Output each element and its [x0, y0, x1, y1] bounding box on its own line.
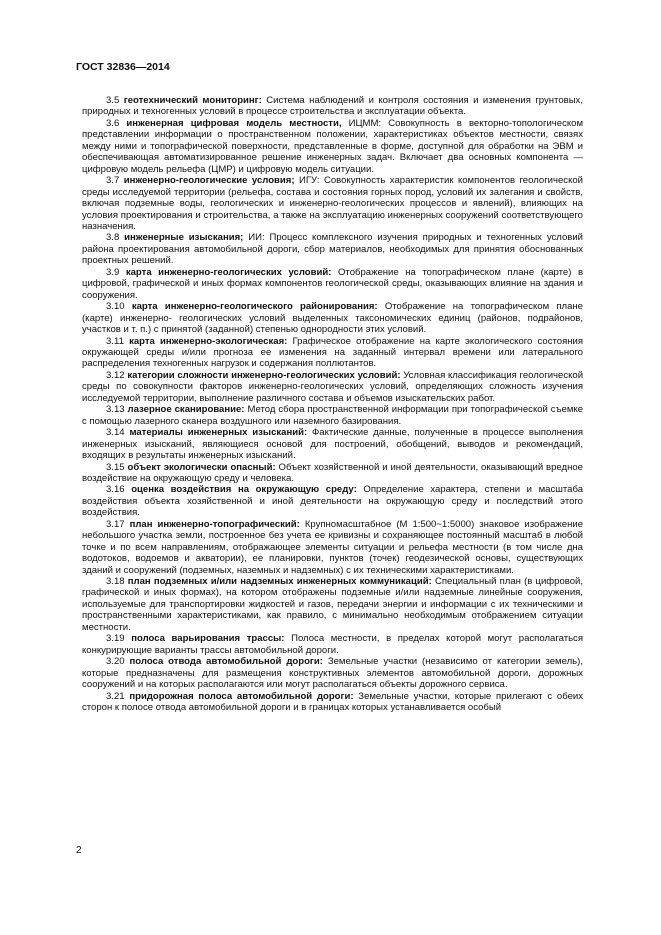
defined-term: инженерно-геологические условия; [123, 175, 295, 187]
defined-term: категории сложности инженерно-геологических условий: [127, 369, 401, 381]
definition-text: Объект хозяйственной и иной деятельности, оказывающий вредное воздействие на окружающую среду и человека. [82, 461, 583, 484]
clause-number: 3.20 [106, 656, 125, 668]
definition-text: Графическое отображение на карте экологического состояния окружающей среды и/или прогноза ее изменения на заданный интервал времени или латерального распределения техногенных нагрузок и содержания поллютантов. [82, 335, 584, 370]
defined-term: инженерные изыскания; [124, 232, 244, 244]
clause-number: 3.15 [106, 461, 125, 473]
clause-number: 3.13 [106, 404, 125, 416]
document-header: ГОСТ 32836—2014 [76, 61, 170, 73]
definition-paragraph [82, 427, 583, 461]
definition-paragraph [82, 519, 583, 576]
defined-term: полоса варьирования трассы: [131, 633, 285, 645]
clause-number: 3.16 [106, 484, 125, 496]
definition-paragraph [82, 118, 583, 175]
definition-paragraph [82, 175, 583, 232]
definition-paragraph [82, 576, 583, 633]
defined-term: материалы инженерных изысканий: [129, 427, 308, 439]
definition-text: Специальный план (в цифровой, графической и иных формах), на котором отображены подземные и/или надземные линейные сооружения, используемые для транспортировки жидкостей и газов, передачи энергии и информации с их техническими и пространственными характеристиками, как правило, с минимально необходимым отображением ситуации местности. [82, 576, 584, 633]
definition-paragraph [82, 232, 583, 266]
definition-text: ИЦММ: Совокупность в векторно-топологическом представлении информации о пространственном положении, характеристиках объектов местности, связях между ними и топографической поверхности, представленные в форме, доступной для обработки на ЭВМ и обеспечивающая автоматизированное решение инженерных задач. Включает два основных компонента — цифровую модель рельефа (ЦМР) и цифровую модель ситуации. [82, 117, 584, 175]
definition-paragraph [82, 267, 583, 301]
definition-text: Крупномасштабное (М 1:500~1:5000) знаковое изображение небольшого участка земли, построенное без учета ее кривизны и сохраняющее постоянный масштаб в любой точке и по всем направлениям, отображающее элементы ситуации и рельефа местности (в том числе дна водотоков, водоемов и акватории), ее планировки, пунктов (точек) геодезической основы, существующих зданий и сооружений (подземных, наземных и надземных) с их техническими характеристиками. [82, 518, 584, 576]
clause-number: 3.5 [106, 95, 120, 106]
definition-paragraph [82, 370, 583, 404]
defined-term: лазерное сканирование: [127, 404, 245, 416]
defined-term: оценка воздействия на окружающую среду: [131, 484, 357, 496]
defined-term: полоса отвода автомобильной дороги: [129, 656, 323, 668]
definition-paragraph [82, 484, 583, 518]
definition-text: Отображение на топографическом плане (карте) в цифровой, графической и иных формах компонентов геологической среды, оказывающих влияние на здания и сооружения. [82, 266, 584, 301]
clause-number: 3.12 [106, 369, 125, 381]
definition-paragraph [82, 336, 583, 370]
clause-number: 3.11 [106, 335, 124, 347]
definitions-list [82, 95, 583, 713]
definition-text: ИИ: Процесс комплексного изучения природных и техногенных условий района проектирования автомобильной дороги, сбор материалов, необходимых для принятия обоснованных проектных решений. [82, 232, 583, 267]
defined-term: карта инженерно-экологическая: [129, 335, 288, 347]
definition-text: Отображение на топографическом плане (карте) инженерно- геологических условий выделенных таксономических единиц (районов, подрайонов, участков и т. п.) с принятой (заданной) степенью однородности этих условий. [82, 301, 583, 336]
defined-term: придорожная полоса автомобильной дороги: [129, 690, 354, 702]
defined-term: геотехнический мониторинг: [123, 95, 262, 106]
defined-term: инженерная цифровая модель местности, [126, 117, 342, 129]
clause-number: 3.21 [106, 690, 125, 702]
defined-term: карта инженерно-геологического районирования: [131, 301, 378, 313]
defined-term: объект экологически опасный: [127, 461, 276, 473]
definition-paragraph [82, 95, 583, 118]
clause-number: 3.14 [106, 427, 125, 439]
defined-term: план инженерно-топографический: [129, 518, 300, 530]
definition-paragraph [82, 462, 583, 485]
clause-number: 3.7 [106, 175, 120, 187]
definition-text: Определение характера, степени и масштаба воздействия объекта хозяйственной и иной деятельности на окружающую среду и последствий этого воздействия. [82, 484, 584, 519]
definition-paragraph [82, 656, 583, 690]
definition-text: Полоса местности, в пределах которой могут располагаться конкурирующие варианты трассы автомобильной дороги. [82, 633, 583, 656]
defined-term: план подземных и/или надземных инженерных коммуникаций: [127, 576, 432, 588]
definition-paragraph [82, 691, 583, 714]
definition-paragraph [82, 301, 583, 335]
clause-number: 3.17 [106, 518, 125, 530]
definition-paragraph [82, 404, 583, 427]
page-number: 2 [76, 845, 82, 856]
definition-text: ИГУ: Совокупность характеристик компонентов геологической среды исследуемой территории (рельефа, состава и состояния горных пород, условий их залегания и свойств, включая подземные воды, геологических и инженерно-геологических процессов и явлений), влияющих на условия проектирования и строительства, а также на эксплуатацию инженерных сооружений соответствующего назначения. [82, 175, 583, 232]
clause-number: 3.6 [106, 117, 120, 129]
definition-text: Земельные участки (независимо от категории земель), которые предназначены для размещения конструктивных элементов автомобильной дороги, дорожных сооружений и на которых располагаются или могут располагаться объекты дорожного сервиса. [82, 656, 583, 691]
clause-number: 3.10 [106, 301, 125, 313]
clause-number: 3.9 [106, 266, 120, 278]
clause-number: 3.18 [106, 576, 125, 588]
definition-text: Фактические данные, полученные в процессе выполнения инженерных изысканий, являющиеся основой для построений, обобщений, выводов и рекомендаций, входящих в результаты инженерных изысканий. [82, 427, 584, 462]
defined-term: карта инженерно-геологических условий: [125, 266, 332, 278]
definition-text: Земельные участки, которые прилегают с обеих сторон к полосе отвода автомобильной дороги и в границах которых устанавливается особый [82, 690, 583, 714]
definition-paragraph [82, 633, 583, 656]
clause-number: 3.19 [106, 633, 125, 645]
definition-text: Метод сбора пространственной информации при топографической съемке с помощью лазерного сканера воздушного или наземного базирования. [82, 404, 584, 427]
clause-number: 3.8 [106, 232, 120, 244]
definition-text: Система наблюдений и контроля состояния и изменения грунтовых, природных и техногенных условий в процессе строительства и эксплуатации объекта. [82, 95, 583, 118]
definition-text: Условная классификация геологической среды по совокупности факторов инженерно-геологических условий, определяющих сложность изучения исследуемой территории, выполнение различного состава и объемов изыскательских работ. [82, 369, 584, 404]
